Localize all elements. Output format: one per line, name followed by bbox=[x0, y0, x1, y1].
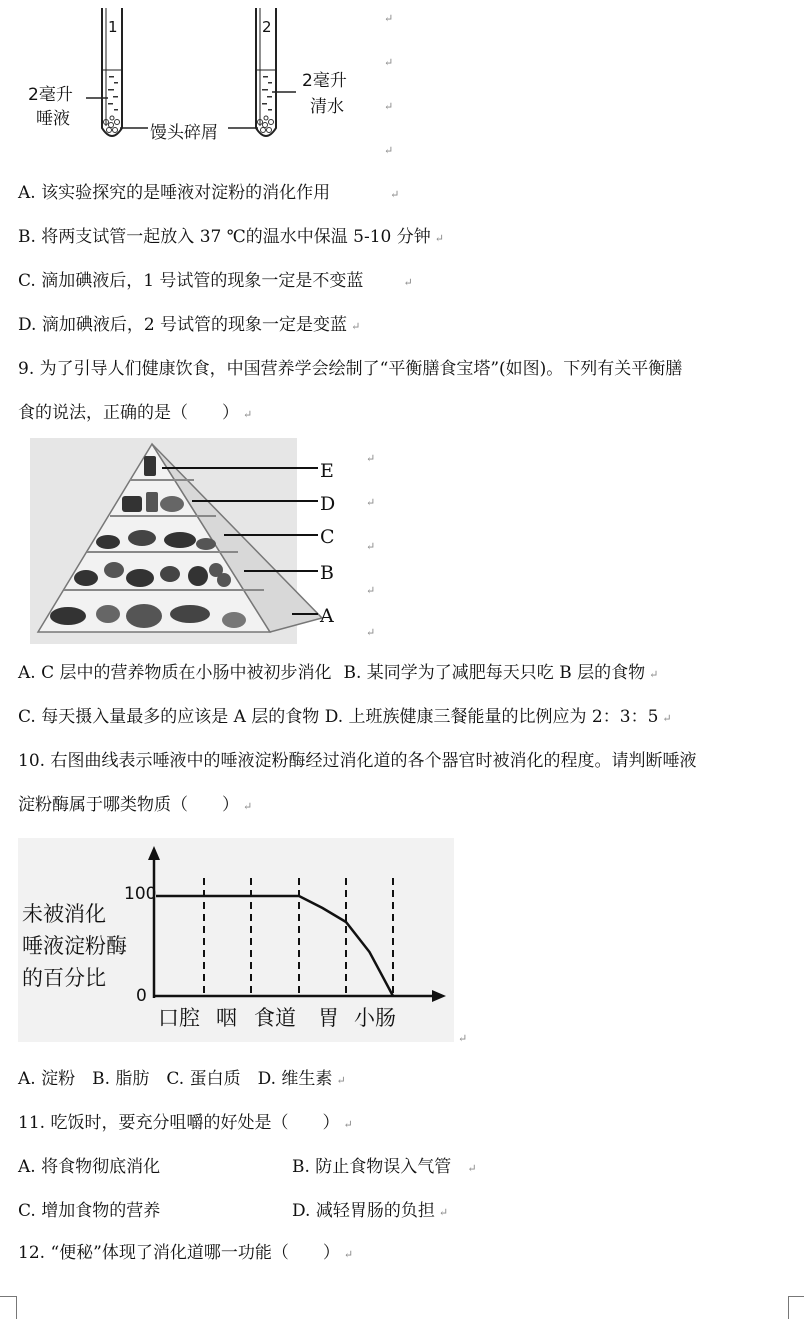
y-tick-100: 100 bbox=[124, 884, 157, 904]
pyramid-label-c: C bbox=[320, 526, 335, 548]
y-label-line2: 唾液淀粉酶 bbox=[22, 934, 127, 958]
saliva-volume-label: 2毫升 bbox=[28, 85, 73, 105]
q10-options bbox=[18, 1068, 346, 1092]
q9-stem-line2 bbox=[18, 402, 252, 426]
paragraph-mark: ↵ bbox=[384, 144, 394, 157]
paragraph-mark: ↵ bbox=[649, 668, 659, 681]
y-tick-0: 0 bbox=[136, 986, 147, 1006]
paragraph-mark: ↵ bbox=[390, 188, 400, 201]
paragraph-mark: ↵ bbox=[336, 1074, 346, 1087]
q9-option-a: A. C 层中的营养物质在小肠中被初步消化 bbox=[18, 663, 332, 683]
page-corner-mark-left bbox=[0, 1296, 17, 1319]
q10-stem-line2-text: 淀粉酶属于哪类物质（ ） bbox=[18, 795, 239, 815]
q9-stem-line1: 9. 为了引导人们健康饮食，中国营养学会绘制了“平衡膳食宝塔”(如图)。下列有关平衡膳 bbox=[18, 359, 683, 379]
y-label-line1: 未被消化 bbox=[22, 902, 106, 926]
paragraph-mark: ↵ bbox=[662, 712, 672, 725]
y-axis-arrow bbox=[148, 846, 160, 860]
tube1-number: 1 bbox=[108, 18, 118, 36]
paragraph-mark: ↵ bbox=[458, 1032, 468, 1045]
paragraph-mark: ↵ bbox=[384, 56, 394, 69]
food-pyramid-drawing bbox=[30, 438, 370, 644]
x-label-esophagus: 食道 bbox=[254, 1006, 296, 1030]
water-volume-label: 2毫升 bbox=[302, 71, 347, 91]
paragraph-mark: ↵ bbox=[467, 1162, 477, 1175]
q10-options-text: A. 淀粉 B. 脂肪 C. 蛋白质 D. 维生素 bbox=[18, 1069, 333, 1089]
x-label-mouth: 口腔 bbox=[158, 1006, 200, 1030]
q10-stem-line2 bbox=[18, 794, 252, 818]
q9-options-row1 bbox=[18, 662, 658, 686]
q8-option-a-text: A. 该实验探究的是唾液对淀粉的消化作用 bbox=[18, 183, 331, 203]
pyramid-label-b: B bbox=[320, 562, 334, 584]
paragraph-mark: ↵ bbox=[343, 1118, 353, 1131]
saliva-label: 唾液 bbox=[36, 109, 70, 129]
q8-option-b bbox=[18, 226, 444, 250]
q9-options-row2 bbox=[18, 706, 672, 730]
q12-stem-text: 12. “便秘”体现了消化道哪一功能（ ） bbox=[18, 1243, 340, 1263]
q11-option-a: A. 将食物彻底消化 bbox=[18, 1157, 161, 1177]
q8-option-a bbox=[18, 182, 399, 206]
enzyme-digestion-chart bbox=[18, 838, 454, 1042]
x-label-pharynx: 咽 bbox=[216, 1006, 237, 1030]
x-label-small-intestine: 小肠 bbox=[354, 1006, 396, 1030]
pyramid-label-a: A bbox=[320, 605, 334, 627]
q9-stem-line2-text: 食的说法，正确的是（ ） bbox=[18, 403, 239, 423]
paragraph-mark: ↵ bbox=[403, 276, 413, 289]
x-label-stomach: 胃 bbox=[318, 1006, 339, 1030]
q12-stem bbox=[18, 1242, 353, 1266]
q10-stem-line1: 10. 右图曲线表示唾液中的唾液淀粉酶经过消化道的各个器官时被消化的程度。请判断唾液 bbox=[18, 751, 697, 771]
paragraph-mark: ↵ bbox=[384, 100, 394, 113]
q11-stem bbox=[18, 1112, 353, 1136]
water-label: 清水 bbox=[310, 97, 344, 117]
paragraph-mark: ↵ bbox=[366, 496, 376, 509]
q11-stem-text: 11. 吃饭时，要充分咀嚼的好处是（ ） bbox=[18, 1113, 340, 1133]
q8-option-b-text: B. 将两支试管一起放入 37 ℃的温水中保温 5-10 分钟 bbox=[18, 227, 431, 247]
paragraph-mark: ↵ bbox=[366, 584, 376, 597]
q8-option-d bbox=[18, 314, 360, 338]
paragraph-mark: ↵ bbox=[343, 1248, 354, 1261]
page-corner-mark-right bbox=[788, 1296, 804, 1319]
q8-option-c-text: C. 滴加碘液后，1 号试管的现象一定是不变蓝 bbox=[18, 271, 364, 291]
tube2-number: 2 bbox=[262, 18, 272, 36]
paragraph-mark: ↵ bbox=[366, 540, 376, 553]
paragraph-mark: ↵ bbox=[243, 800, 253, 813]
q11-option-d-text: D. 减轻胃肠的负担 bbox=[292, 1201, 435, 1221]
paragraph-mark: ↵ bbox=[384, 12, 394, 25]
q9-option-b: B. 某同学为了减肥每天只吃 B 层的食物 bbox=[343, 663, 646, 683]
paragraph-mark: ↵ bbox=[366, 626, 376, 639]
y-label-line3: 的百分比 bbox=[22, 966, 106, 990]
q11-option-d bbox=[292, 1200, 448, 1224]
q11-option-c: C. 增加食物的营养 bbox=[18, 1201, 161, 1221]
q9-option-cd: C. 每天摄入量最多的应该是 A 层的食物 D. 上班族健康三餐能量的比例应为 2：3：5 bbox=[18, 707, 659, 727]
paragraph-mark: ↵ bbox=[351, 320, 361, 333]
x-axis-arrow bbox=[432, 990, 446, 1002]
series-line bbox=[156, 896, 393, 996]
paragraph-mark: ↵ bbox=[243, 408, 253, 421]
q8-option-d-text: D. 滴加碘液后，2 号试管的现象一定是变蓝 bbox=[18, 315, 348, 335]
paragraph-mark: ↵ bbox=[438, 1206, 449, 1219]
paragraph-mark: ↵ bbox=[366, 452, 376, 465]
pyramid-label-e: E bbox=[320, 460, 334, 482]
q11-option-b bbox=[292, 1156, 477, 1180]
q11-option-b-text: B. 防止食物误入气管 bbox=[292, 1157, 452, 1177]
paragraph-mark: ↵ bbox=[434, 232, 444, 245]
test-tube-figure bbox=[20, 0, 400, 160]
food-pyramid-figure bbox=[30, 438, 370, 644]
pyramid-label-d: D bbox=[320, 493, 336, 515]
bread-crumbs-label: 馒头碎屑 bbox=[150, 123, 218, 143]
q8-option-c bbox=[18, 270, 413, 294]
